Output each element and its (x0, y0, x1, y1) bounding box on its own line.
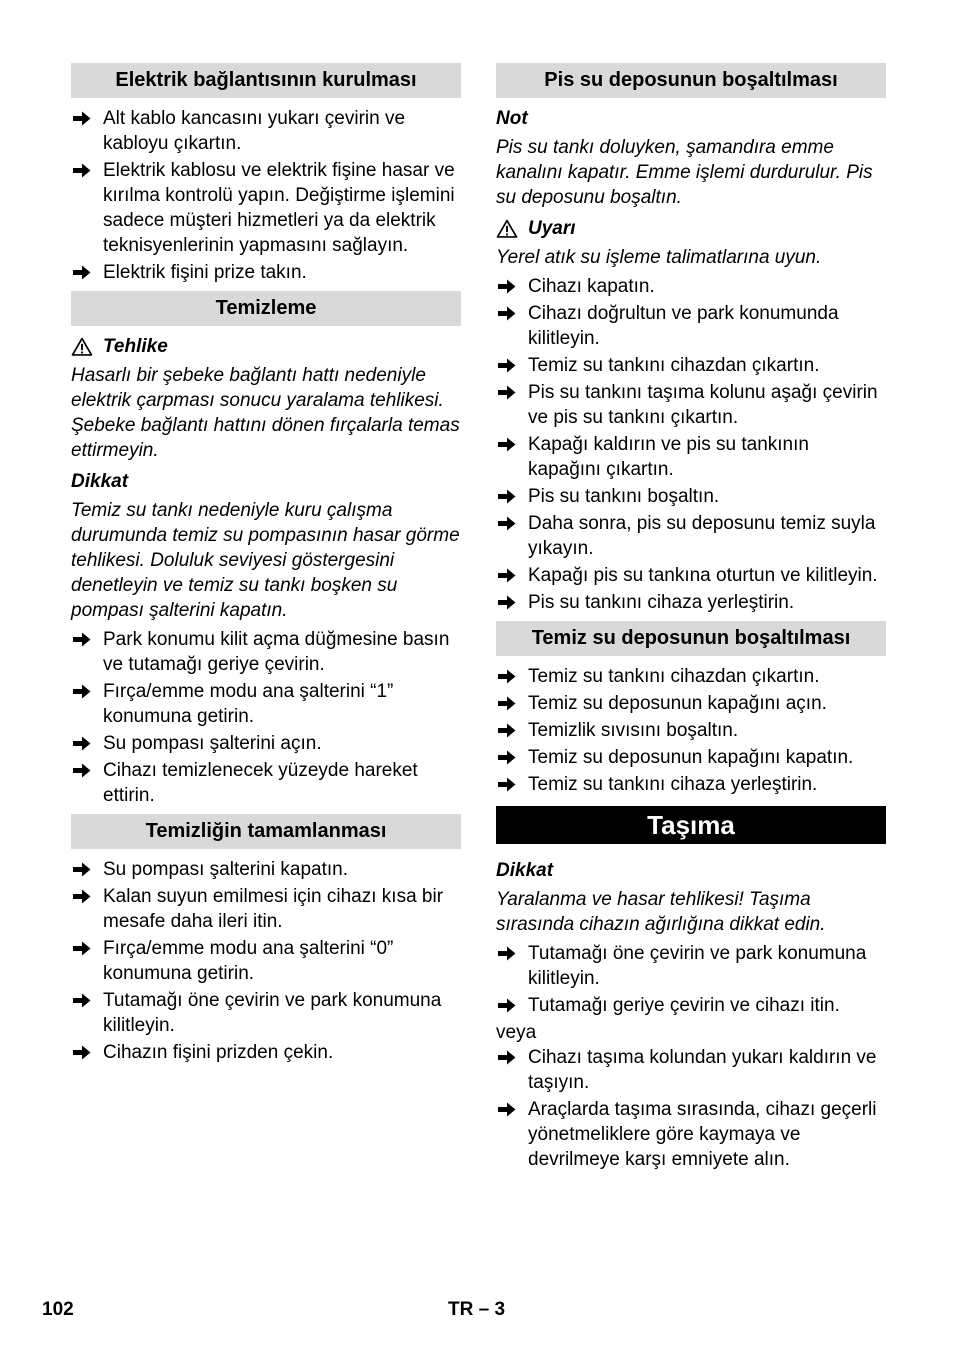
page-number: 102 (42, 1299, 74, 1320)
arrow-icon (498, 385, 516, 400)
arrow-icon (498, 437, 516, 452)
arrow-icon (73, 1045, 91, 1060)
list-item: Temiz su deposunun kapağını açın. (496, 691, 886, 716)
electric-steps (71, 106, 461, 285)
arrow-icon (498, 489, 516, 504)
transport-steps-a (496, 941, 886, 1018)
list-item: Araçlarda taşıma sırasında, cihazı geçerli yönetmeliklere göre kaymaya ve devrilmeye karşı emniyete alın. (496, 1097, 886, 1172)
arrow-icon (498, 516, 516, 531)
section-heading-clean-water: Temiz su deposunun boşaltılması (496, 621, 886, 656)
list-item: Kapağı kaldırın ve pis su tankının kapağını çıkartın. (496, 432, 886, 482)
list-item: Elektrik fişini prize takın. (71, 260, 461, 285)
clean-water-steps (496, 664, 886, 797)
list-item: Elektrik kablosu ve elektrik fişine hasar ve kırılma kontrolü yapın. Değiştirme işlemini sadece müşteri hizmetleri ya da elektrik teknisyenlerinin yapmasını sağlayın. (71, 158, 461, 258)
list-item: Su pompası şalterini kapatın. (71, 857, 461, 882)
language-page-label: TR – 3 (448, 1299, 506, 1320)
arrow-icon (73, 941, 91, 956)
section-heading-dirty-water: Pis su deposunun boşaltılması (496, 63, 886, 98)
warning-triangle-icon (496, 219, 518, 238)
arrow-icon (498, 777, 516, 792)
section-heading-cleaning: Temizleme (71, 291, 461, 326)
list-item: Pis su tankını boşaltın. (496, 484, 886, 509)
arrow-icon (498, 568, 516, 583)
list-item: Pis su tankını cihaza yerleştirin. (496, 590, 886, 615)
arrow-icon (73, 889, 91, 904)
arrow-icon (498, 723, 516, 738)
chapter-heading-transport: Taşıma (496, 806, 886, 844)
list-item: Cihazı taşıma kolundan yukarı kaldırın ve taşıyın. (496, 1045, 886, 1095)
arrow-icon (498, 696, 516, 711)
list-item: Cihazı doğrultun ve park konumunda kilitleyin. (496, 301, 886, 351)
left-column (71, 63, 461, 1067)
arrow-icon (498, 279, 516, 294)
arrow-icon (498, 595, 516, 610)
list-item: Temiz su tankını cihazdan çıkartın. (496, 664, 886, 689)
arrow-icon (73, 736, 91, 751)
list-item: Kapağı pis su tankına oturtun ve kilitleyin. (496, 563, 886, 588)
list-item: Temizlik sıvısını boşaltın. (496, 718, 886, 743)
note-text: Pis su tankı doluyken, şamandıra emme kanalını kapatır. Emme işlemi durdurulur. Pis su deposunu boşaltın. (496, 137, 873, 208)
section-heading-electric: Elektrik bağlantısının kurulması (71, 63, 461, 98)
arrow-icon (498, 946, 516, 961)
list-item: Cihazın fişini prizden çekin. (71, 1040, 461, 1065)
arrow-icon (498, 998, 516, 1013)
caution-text: Temiz su tankı nedeniyle kuru çalışma durumunda temiz su pompasının hasar görme tehlikesi. Doluluk seviyesi göstergesini denetleyin ve temiz su tankı boşken su pompası şalterini kapatın. (71, 500, 460, 621)
arrow-icon (73, 111, 91, 126)
completion-steps (71, 857, 461, 1065)
warning-text: Yerel atık su işleme talimatlarına uyun. (496, 247, 822, 268)
right-column (496, 63, 886, 1174)
arrow-icon (498, 669, 516, 684)
arrow-icon (73, 993, 91, 1008)
list-item: Pis su tankını taşıma kolunu aşağı çevirin ve pis su tankını çıkartın. (496, 380, 886, 430)
arrow-icon (498, 750, 516, 765)
list-item: Cihazı kapatın. (496, 274, 886, 299)
list-item: Temiz su tankını cihaza yerleştirin. (496, 772, 886, 797)
arrow-icon (73, 684, 91, 699)
or-text: veya (496, 1022, 537, 1043)
list-item: Tutamağı öne çevirin ve park konumuna kilitleyin. (496, 941, 886, 991)
warning-title: Uyarı (496, 216, 886, 241)
list-item: Temiz su tankını cihazdan çıkartın. (496, 353, 886, 378)
arrow-icon (498, 358, 516, 373)
arrow-icon (498, 1102, 516, 1117)
list-item: Cihazı temizlenecek yüzeyde hareket ettirin. (71, 758, 461, 808)
danger-text: Hasarlı bir şebeke bağlantı hattı nedeniyle elektrik çarpması sonucu yaralama tehlikesi. Şebeke bağlantı hattını dönen fırçalarla temas ettirmeyin. (71, 365, 460, 461)
caution-title: Dikkat (71, 471, 129, 492)
dirty-water-steps (496, 274, 886, 615)
danger-title: Tehlike (71, 334, 461, 359)
section-heading-completion: Temizliğin tamamlanması (71, 814, 461, 849)
list-item: Fırça/emme modu ana şalterini “0” konumuna getirin. (71, 936, 461, 986)
list-item: Tutamağı geriye çevirin ve cihazı itin. (496, 993, 886, 1018)
caution-title: Dikkat (496, 860, 554, 881)
arrow-icon (498, 1050, 516, 1065)
arrow-icon (498, 306, 516, 321)
cleaning-steps (71, 627, 461, 808)
list-item: Kalan suyun emilmesi için cihazı kısa bir mesafe daha ileri itin. (71, 884, 461, 934)
transport-steps-b (496, 1045, 886, 1172)
list-item: Alt kablo kancasını yukarı çevirin ve kabloyu çıkartın. (71, 106, 461, 156)
arrow-icon (73, 265, 91, 280)
arrow-icon (73, 632, 91, 647)
arrow-icon (73, 862, 91, 877)
note-title: Not (496, 108, 528, 129)
list-item: Temiz su deposunun kapağını kapatın. (496, 745, 886, 770)
arrow-icon (73, 163, 91, 178)
list-item: Fırça/emme modu ana şalterini “1” konumuna getirin. (71, 679, 461, 729)
list-item: Park konumu kilit açma düğmesine basın ve tutamağı geriye çevirin. (71, 627, 461, 677)
warning-triangle-icon (71, 337, 93, 356)
list-item: Daha sonra, pis su deposunu temiz suyla yıkayın. (496, 511, 886, 561)
list-item: Tutamağı öne çevirin ve park konumuna kilitleyin. (71, 988, 461, 1038)
list-item: Su pompası şalterini açın. (71, 731, 461, 756)
arrow-icon (73, 763, 91, 778)
caution-text: Yaralanma ve hasar tehlikesi! Taşıma sırasında cihazın ağırlığına dikkat edin. (496, 889, 826, 935)
